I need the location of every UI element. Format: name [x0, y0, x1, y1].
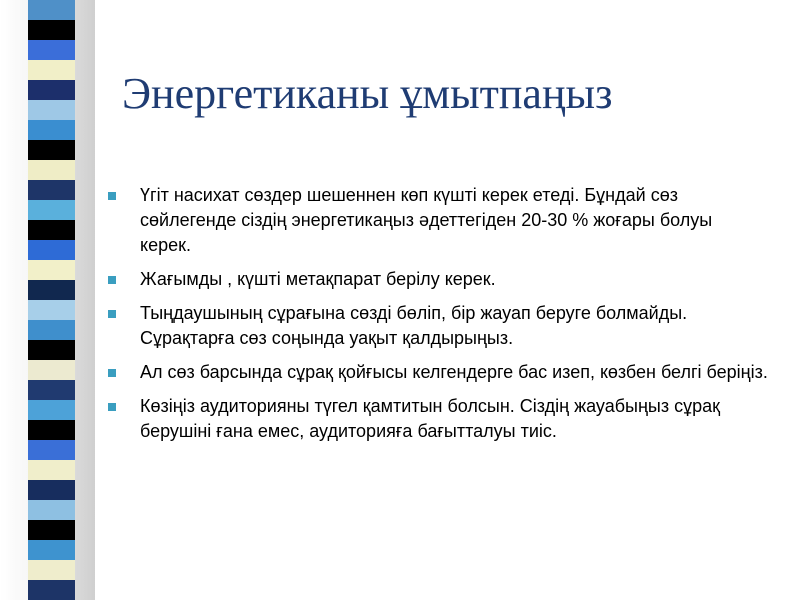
stripe-segment — [28, 520, 75, 540]
bullet-text: Тыңдаушының сұрағына сөзді бөліп, бір жауап беруге болмайды. Сұрақтарға сөз соңында уақыт қалдырыңыз. — [140, 303, 688, 348]
stripe-segment — [28, 300, 75, 320]
stripe-segment — [28, 220, 75, 240]
bullet-text: Үгіт насихат сөздер шешеннен көп күшті керек етеді. Бұндай сөз сөйлегенде сіздің энергетикаңыз әдеттегіден 20-30 % жоғары болуы керек. — [140, 185, 713, 255]
stripe-segment — [28, 40, 75, 60]
bullet-item — [108, 267, 768, 292]
stripe-segment — [28, 100, 75, 120]
decorative-stripe-column — [28, 0, 75, 600]
bullet-text: Көзіңіз аудиторияны түгел қамтитын болсын. Сіздің жауабыңыз сұрақ берушіні ғана емес, аудиторияға бағытталуы тиіс. — [140, 396, 721, 441]
square-bullet-icon — [108, 403, 116, 411]
bullet-item — [108, 360, 768, 385]
stripe-segment — [28, 60, 75, 80]
stripe-segment — [28, 280, 75, 300]
stripe-segment — [28, 160, 75, 180]
square-bullet-icon — [108, 276, 116, 284]
stripe-segment — [28, 260, 75, 280]
stripe-segment — [28, 480, 75, 500]
stripe-segment — [28, 440, 75, 460]
stripe-segment — [28, 140, 75, 160]
slide-title: Энергетиканы ұмытпаңыз — [122, 69, 613, 118]
square-bullet-icon — [108, 310, 116, 318]
bullet-list — [108, 183, 768, 453]
stripe-segment — [28, 500, 75, 520]
stripe-segment — [28, 180, 75, 200]
stripe-segment — [28, 0, 75, 20]
bullet-text: Жағымды , күшті метақпарат берілу керек. — [140, 269, 496, 289]
square-bullet-icon — [108, 192, 116, 200]
stripe-segment — [28, 360, 75, 380]
stripe-segment — [28, 400, 75, 420]
stripe-segment — [28, 80, 75, 100]
stripe-segment — [28, 560, 75, 580]
stripe-segment — [28, 340, 75, 360]
stripe-segment — [28, 120, 75, 140]
stripe-segment — [28, 20, 75, 40]
stripe-segment — [28, 200, 75, 220]
bullet-item — [108, 301, 768, 351]
stripe-segment — [28, 380, 75, 400]
stripe-segment — [28, 240, 75, 260]
bullet-item — [108, 183, 768, 258]
stripe-segment — [28, 580, 75, 600]
bullet-item — [108, 394, 768, 444]
stripe-segment — [28, 540, 75, 560]
stripe-segment — [28, 460, 75, 480]
bullet-text: Ал сөз барсында сұрақ қойғысы келгендерге бас изеп, көзбен белгі беріңіз. — [140, 362, 768, 382]
stripe-segment — [28, 420, 75, 440]
square-bullet-icon — [108, 369, 116, 377]
stripe-segment — [28, 320, 75, 340]
